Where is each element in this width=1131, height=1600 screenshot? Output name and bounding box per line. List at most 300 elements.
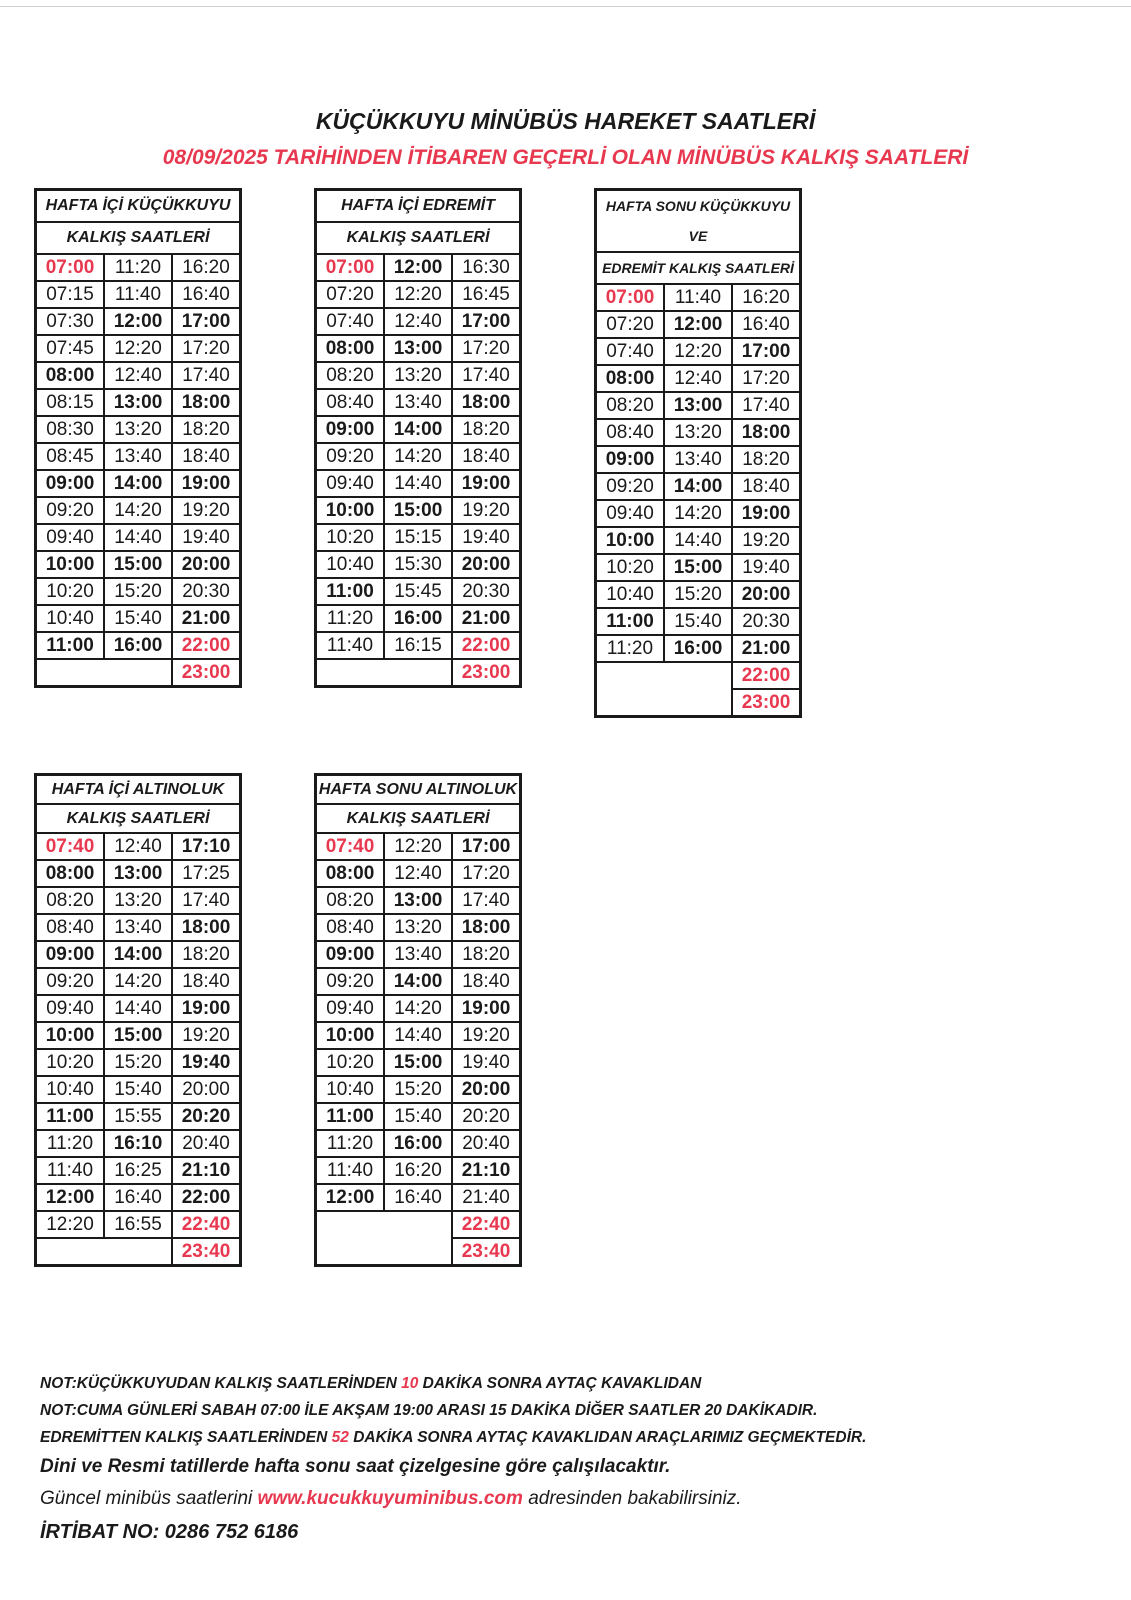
departure-time-cell: 22:00	[732, 662, 801, 689]
departure-time-cell: 07:40	[36, 833, 105, 860]
table-row	[36, 632, 241, 659]
departure-time-cell: 13:20	[384, 914, 452, 941]
empty-cell	[316, 659, 385, 687]
departure-time-cell: 17:00	[452, 308, 521, 335]
departure-time-cell: 10:00	[36, 1022, 105, 1049]
departure-time-cell: 19:00	[172, 995, 241, 1022]
departure-time-cell: 09:40	[596, 500, 665, 527]
departure-time-cell: 08:00	[316, 860, 385, 887]
departure-time-cell: 09:20	[316, 968, 385, 995]
table-header-row	[36, 222, 241, 254]
departure-time-cell: 09:00	[36, 941, 105, 968]
table-row	[36, 308, 241, 335]
table-row	[596, 365, 801, 392]
table-row	[316, 551, 521, 578]
table-row	[596, 419, 801, 446]
departure-time-cell: 14:00	[104, 941, 172, 968]
departure-time-cell: 15:00	[104, 1022, 172, 1049]
departure-time-cell: 14:40	[104, 995, 172, 1022]
table-row	[316, 416, 521, 443]
top-border-line	[0, 6, 1131, 7]
empty-cell	[104, 1238, 172, 1266]
departure-time-cell: 09:40	[36, 524, 105, 551]
table-row	[316, 1076, 521, 1103]
departure-time-cell: 12:40	[384, 308, 452, 335]
departure-time-cell: 08:20	[36, 887, 105, 914]
table-row	[36, 470, 241, 497]
departure-time-cell: 16:55	[104, 1211, 172, 1238]
table-row	[596, 662, 801, 689]
departure-time-cell: 16:00	[664, 635, 732, 662]
departure-time-cell: 11:40	[664, 284, 732, 311]
departure-time-cell: 09:20	[36, 968, 105, 995]
departure-time-cell: 19:00	[452, 995, 521, 1022]
table-body	[36, 254, 241, 687]
departure-time-cell: 10:40	[316, 551, 385, 578]
table-row	[596, 500, 801, 527]
table-hafta-ici-edremit	[314, 188, 522, 688]
table-row	[36, 659, 241, 687]
table-row	[316, 497, 521, 524]
departure-time-cell: 20:00	[452, 551, 521, 578]
departure-time-cell: 07:00	[316, 254, 385, 281]
departure-time-cell: 09:00	[316, 941, 385, 968]
departure-time-cell: 09:20	[316, 443, 385, 470]
departure-time-cell: 18:40	[172, 443, 241, 470]
departure-time-cell: 19:40	[172, 1049, 241, 1076]
departure-time-cell: 16:40	[384, 1184, 452, 1211]
note-edremit-aytac	[40, 1424, 1100, 1451]
departure-time-cell: 22:40	[452, 1211, 521, 1238]
departure-time-cell: 23:00	[732, 689, 801, 717]
departure-time-cell: 08:30	[36, 416, 105, 443]
table-row	[596, 554, 801, 581]
departure-time-cell: 18:20	[172, 416, 241, 443]
departure-time-cell: 18:00	[732, 419, 801, 446]
table-row	[316, 887, 521, 914]
departure-time-cell: 10:40	[36, 1076, 105, 1103]
page-subtitle: 08/09/2025 TARİHİNDEN İTİBAREN GEÇERLİ OLAN MİNÜBÜS KALKIŞ SAATLERİ	[162, 146, 969, 169]
departure-time-cell: 15:40	[104, 1076, 172, 1103]
departure-time-cell: 15:00	[384, 497, 452, 524]
departure-time-cell: 20:00	[172, 551, 241, 578]
departure-time-cell: 16:20	[172, 254, 241, 281]
table-title-line1: HAFTA SONU ALTINOLUK	[316, 775, 521, 805]
table-row	[36, 1184, 241, 1211]
empty-cell	[384, 1211, 452, 1238]
departure-time-cell: 08:00	[36, 362, 105, 389]
departure-time-cell: 11:40	[316, 1157, 385, 1184]
table-title-line1: HAFTA SONU KÜÇÜKKUYU VE	[596, 190, 801, 253]
departure-time-cell: 08:40	[316, 914, 385, 941]
departure-time-cell: 10:20	[36, 578, 105, 605]
departure-time-cell: 10:40	[36, 605, 105, 632]
departure-time-cell: 13:20	[104, 416, 172, 443]
departure-time-cell: 20:20	[172, 1103, 241, 1130]
table-row	[36, 254, 241, 281]
empty-cell	[384, 659, 452, 687]
empty-cell	[596, 662, 665, 689]
departure-time-cell: 18:20	[452, 416, 521, 443]
departure-time-cell: 19:40	[732, 554, 801, 581]
departure-time-cell: 17:40	[452, 887, 521, 914]
table-row	[36, 443, 241, 470]
departure-time-cell: 20:30	[452, 578, 521, 605]
table-row	[36, 995, 241, 1022]
notes-section	[40, 1370, 1100, 1549]
table-row	[316, 308, 521, 335]
departure-time-cell: 18:00	[172, 914, 241, 941]
departure-time-cell: 19:00	[452, 470, 521, 497]
departure-time-cell: 14:00	[664, 473, 732, 500]
table-hafta-sonu-altinoluk	[314, 773, 522, 1267]
departure-time-cell: 09:00	[596, 446, 665, 473]
departure-time-cell: 19:20	[452, 497, 521, 524]
departure-time-cell: 08:00	[36, 860, 105, 887]
departure-time-cell: 16:00	[384, 1130, 452, 1157]
note1-minutes: 10	[401, 1375, 419, 1392]
departure-time-cell: 20:00	[172, 1076, 241, 1103]
departure-time-cell: 18:40	[172, 968, 241, 995]
departure-time-cell: 13:00	[664, 392, 732, 419]
table-body	[36, 833, 241, 1266]
table-row	[316, 659, 521, 687]
table-title-line2: KALKIŞ SAATLERİ	[316, 804, 521, 833]
departure-time-cell: 19:20	[172, 497, 241, 524]
table-row	[596, 338, 801, 365]
departure-time-cell: 08:00	[316, 335, 385, 362]
departure-time-cell: 11:40	[104, 281, 172, 308]
departure-time-cell: 19:40	[452, 524, 521, 551]
departure-time-cell: 08:45	[36, 443, 105, 470]
table-row	[316, 443, 521, 470]
departure-time-cell: 15:15	[384, 524, 452, 551]
departure-time-cell: 16:25	[104, 1157, 172, 1184]
departure-time-cell: 23:40	[172, 1238, 241, 1266]
departure-time-cell: 09:40	[316, 470, 385, 497]
departure-time-cell: 10:00	[596, 527, 665, 554]
table-row	[36, 335, 241, 362]
departure-time-cell: 10:20	[316, 1049, 385, 1076]
departure-time-cell: 17:20	[452, 860, 521, 887]
departure-time-cell: 12:20	[664, 338, 732, 365]
departure-time-cell: 14:20	[104, 497, 172, 524]
departure-time-cell: 16:20	[732, 284, 801, 311]
table-header-row	[36, 775, 241, 805]
departure-time-cell: 15:20	[104, 578, 172, 605]
table-hafta-ici-kucukkuyu	[34, 188, 242, 688]
departure-time-cell: 12:40	[104, 362, 172, 389]
departure-time-cell: 12:00	[36, 1184, 105, 1211]
note-holidays: Dini ve Resmi tatillerde hafta sonu saat çizelgesine göre çalışılacaktır.	[40, 1456, 671, 1477]
table-row	[316, 1022, 521, 1049]
table-row	[316, 1103, 521, 1130]
departure-time-cell: 13:40	[384, 389, 452, 416]
table-header-row	[596, 190, 801, 253]
departure-time-cell: 12:20	[384, 833, 452, 860]
departure-time-cell: 19:00	[172, 470, 241, 497]
table-title-line1: HAFTA İÇİ ALTINOLUK	[36, 775, 241, 805]
table-row	[316, 470, 521, 497]
departure-time-cell: 11:40	[316, 632, 385, 659]
table-row	[36, 941, 241, 968]
departure-time-cell: 12:00	[104, 308, 172, 335]
departure-time-cell: 16:40	[732, 311, 801, 338]
table-body	[316, 254, 521, 687]
table-header-row	[316, 804, 521, 833]
departure-time-cell: 18:20	[732, 446, 801, 473]
table-row	[36, 1211, 241, 1238]
table-row	[36, 362, 241, 389]
table-row	[316, 833, 521, 860]
departure-time-cell: 14:20	[104, 968, 172, 995]
departure-time-cell: 13:20	[664, 419, 732, 446]
note1-text: NOT:KÜÇÜKKUYUDAN KALKIŞ SAATLERİNDEN	[40, 1375, 397, 1392]
departure-time-cell: 09:20	[36, 497, 105, 524]
departure-time-cell: 14:00	[384, 968, 452, 995]
departure-time-cell: 12:00	[316, 1184, 385, 1211]
table-row	[596, 689, 801, 717]
departure-time-cell: 18:00	[172, 389, 241, 416]
departure-time-cell: 14:20	[664, 500, 732, 527]
departure-time-cell: 11:40	[36, 1157, 105, 1184]
empty-cell	[104, 659, 172, 687]
departure-time-cell: 16:40	[172, 281, 241, 308]
departure-time-cell: 13:40	[664, 446, 732, 473]
departure-time-cell: 17:20	[732, 365, 801, 392]
departure-time-cell: 11:20	[36, 1130, 105, 1157]
contact-number: İRTİBAT NO: 0286 752 6186	[40, 1521, 299, 1543]
departure-time-cell: 17:20	[452, 335, 521, 362]
table-row	[316, 860, 521, 887]
departure-time-cell: 19:20	[732, 527, 801, 554]
departure-time-cell: 15:40	[664, 608, 732, 635]
departure-time-cell: 13:00	[104, 860, 172, 887]
table-row	[316, 362, 521, 389]
table-row	[36, 497, 241, 524]
departure-time-cell: 18:40	[452, 968, 521, 995]
departure-time-cell: 09:00	[36, 470, 105, 497]
table-row	[36, 578, 241, 605]
departure-time-cell: 11:20	[104, 254, 172, 281]
departure-time-cell: 20:40	[452, 1130, 521, 1157]
table-row	[36, 1130, 241, 1157]
departure-time-cell: 12:00	[384, 254, 452, 281]
table-header-row	[36, 804, 241, 833]
departure-time-cell: 15:40	[104, 605, 172, 632]
departure-time-cell: 20:00	[452, 1076, 521, 1103]
table-row	[316, 389, 521, 416]
departure-time-cell: 15:00	[384, 1049, 452, 1076]
departure-time-cell: 21:40	[452, 1184, 521, 1211]
departure-time-cell: 14:20	[384, 995, 452, 1022]
departure-time-cell: 10:00	[316, 1022, 385, 1049]
empty-cell	[316, 1238, 385, 1266]
table-header-row	[596, 252, 801, 284]
departure-time-cell: 19:00	[732, 500, 801, 527]
departure-time-cell: 11:00	[316, 578, 385, 605]
departure-time-cell: 15:20	[104, 1049, 172, 1076]
departure-time-cell: 08:40	[36, 914, 105, 941]
departure-time-cell: 08:40	[596, 419, 665, 446]
departure-time-cell: 19:40	[452, 1049, 521, 1076]
table-body	[596, 284, 801, 717]
table-row	[596, 608, 801, 635]
table-row	[316, 1211, 521, 1238]
table-row	[316, 1157, 521, 1184]
departure-time-cell: 10:20	[596, 554, 665, 581]
table-row	[316, 605, 521, 632]
departure-time-cell: 20:30	[172, 578, 241, 605]
table-header-row	[316, 190, 521, 223]
table-row	[36, 605, 241, 632]
empty-cell	[36, 659, 105, 687]
departure-time-cell: 12:20	[384, 281, 452, 308]
table-row	[36, 1022, 241, 1049]
table-row	[316, 524, 521, 551]
table-row	[36, 551, 241, 578]
departure-time-cell: 21:00	[172, 605, 241, 632]
table-header-row	[316, 775, 521, 805]
table-row	[36, 1157, 241, 1184]
departure-time-cell: 16:00	[384, 605, 452, 632]
departure-time-cell: 23:00	[452, 659, 521, 687]
departure-time-cell: 17:40	[172, 362, 241, 389]
departure-time-cell: 14:40	[104, 524, 172, 551]
departure-time-cell: 18:00	[452, 389, 521, 416]
departure-time-cell: 19:20	[452, 1022, 521, 1049]
departure-time-cell: 10:40	[316, 1076, 385, 1103]
table-title-line2: EDREMİT KALKIŞ SAATLERİ	[596, 252, 801, 284]
empty-cell	[596, 689, 665, 717]
departure-time-cell: 18:40	[732, 473, 801, 500]
table-row	[316, 632, 521, 659]
departure-time-cell: 19:20	[172, 1022, 241, 1049]
table-row	[316, 281, 521, 308]
departure-time-cell: 11:00	[36, 632, 105, 659]
website-text-end: adresinden bakabilirsiniz.	[528, 1488, 742, 1509]
table-row	[596, 473, 801, 500]
departure-time-cell: 17:40	[732, 392, 801, 419]
departure-time-cell: 20:30	[732, 608, 801, 635]
departure-time-cell: 11:20	[316, 1130, 385, 1157]
departure-time-cell: 15:20	[664, 581, 732, 608]
departure-time-cell: 14:40	[664, 527, 732, 554]
departure-time-cell: 22:40	[172, 1211, 241, 1238]
departure-time-cell: 17:40	[452, 362, 521, 389]
departure-time-cell: 19:40	[172, 524, 241, 551]
table-row	[596, 284, 801, 311]
departure-time-cell: 17:10	[172, 833, 241, 860]
table-title-line2: KALKIŞ SAATLERİ	[36, 222, 241, 254]
departure-time-cell: 15:00	[664, 554, 732, 581]
table-title-line1: HAFTA İÇİ EDREMİT	[316, 190, 521, 223]
empty-cell	[664, 662, 732, 689]
departure-time-cell: 08:20	[316, 887, 385, 914]
departure-time-cell: 10:00	[316, 497, 385, 524]
departure-time-cell: 12:20	[36, 1211, 105, 1238]
table-row	[36, 968, 241, 995]
table-row	[36, 1076, 241, 1103]
departure-time-cell: 07:20	[596, 311, 665, 338]
table-title-line2: KALKIŞ SAATLERİ	[36, 804, 241, 833]
table-row	[36, 1238, 241, 1266]
departure-time-cell: 09:40	[316, 995, 385, 1022]
departure-time-cell: 16:45	[452, 281, 521, 308]
departure-time-cell: 12:40	[664, 365, 732, 392]
table-row	[36, 887, 241, 914]
table-row	[596, 311, 801, 338]
note3-minutes: 52	[331, 1429, 349, 1446]
table-title-line2: KALKIŞ SAATLERİ	[316, 222, 521, 254]
departure-time-cell: 14:20	[384, 443, 452, 470]
table-row	[36, 860, 241, 887]
departure-time-cell: 16:10	[104, 1130, 172, 1157]
table-row	[316, 578, 521, 605]
table-hafta-sonu-kucukkuyu-edremit	[594, 188, 802, 718]
departure-time-cell: 15:00	[104, 551, 172, 578]
table-row	[36, 1049, 241, 1076]
departure-time-cell: 17:00	[732, 338, 801, 365]
departure-time-cell: 07:40	[596, 338, 665, 365]
table-row	[316, 1049, 521, 1076]
departure-time-cell: 17:25	[172, 860, 241, 887]
departure-time-cell: 13:00	[384, 335, 452, 362]
departure-time-cell: 23:40	[452, 1238, 521, 1266]
departure-time-cell: 08:20	[596, 392, 665, 419]
departure-time-cell: 11:20	[316, 605, 385, 632]
departure-time-cell: 21:00	[732, 635, 801, 662]
website-link[interactable]: www.kucukkuyuminibus.com	[257, 1488, 523, 1509]
departure-time-cell: 16:00	[104, 632, 172, 659]
note-website	[40, 1483, 1100, 1515]
table-title-line1: HAFTA İÇİ KÜÇÜKKUYU	[36, 190, 241, 223]
table-row	[316, 1238, 521, 1266]
departure-time-cell: 16:15	[384, 632, 452, 659]
departure-time-cell: 07:20	[316, 281, 385, 308]
departure-time-cell: 13:00	[104, 389, 172, 416]
departure-time-cell: 07:15	[36, 281, 105, 308]
departure-time-cell: 20:00	[732, 581, 801, 608]
departure-time-cell: 11:00	[596, 608, 665, 635]
departure-time-cell: 07:30	[36, 308, 105, 335]
departure-time-cell: 10:20	[316, 524, 385, 551]
note-friday: NOT:CUMA GÜNLERİ SABAH 07:00 İLE AKŞAM 19:00 ARASI 15 DAKİKA DİĞER SAATLER 20 DAKİKADIR.	[40, 1402, 818, 1419]
table-row	[596, 527, 801, 554]
website-text: Güncel minibüs saatlerini	[40, 1488, 253, 1509]
departure-time-cell: 13:00	[384, 887, 452, 914]
table-row	[596, 635, 801, 662]
departure-time-cell: 17:40	[172, 887, 241, 914]
departure-time-cell: 21:10	[172, 1157, 241, 1184]
departure-time-cell: 09:40	[36, 995, 105, 1022]
departure-time-cell: 16:30	[452, 254, 521, 281]
departure-time-cell: 07:00	[596, 284, 665, 311]
departure-time-cell: 15:55	[104, 1103, 172, 1130]
departure-time-cell: 20:40	[172, 1130, 241, 1157]
departure-time-cell: 16:40	[104, 1184, 172, 1211]
departure-time-cell: 22:00	[172, 1184, 241, 1211]
page-title: KÜÇÜKKUYU MİNÜBÜS HAREKET SAATLERİ	[315, 108, 816, 134]
note3-text: EDREMİTTEN KALKIŞ SAATLERİNDEN	[40, 1429, 328, 1446]
departure-time-cell: 17:20	[172, 335, 241, 362]
table-row	[36, 416, 241, 443]
departure-time-cell: 21:00	[452, 605, 521, 632]
departure-time-cell: 18:20	[452, 941, 521, 968]
table-row	[316, 968, 521, 995]
table-row	[316, 914, 521, 941]
table-row	[36, 914, 241, 941]
